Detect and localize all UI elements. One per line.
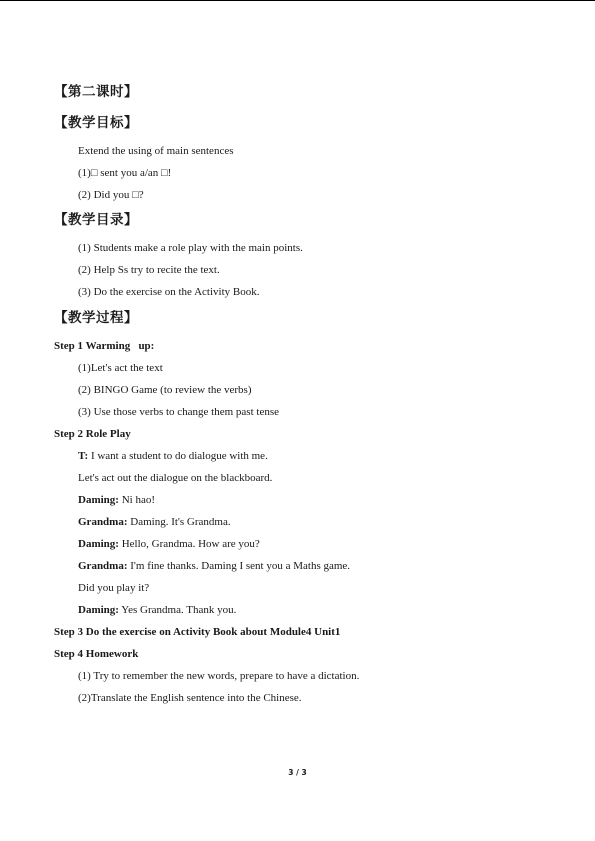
dialogue-line xyxy=(78,516,231,528)
dialogue-line xyxy=(78,494,155,506)
contents-heading: 【教学目录】 xyxy=(54,212,138,228)
dialogue-line xyxy=(78,560,350,572)
dialogue-line xyxy=(78,604,236,616)
dialogue-text: Hello, Grandma. How are you? xyxy=(118,538,260,550)
dialogue-line xyxy=(78,538,260,550)
objective-line-2: (1)□ sent you a/an □! xyxy=(78,167,172,179)
dialogue-text: Ni hao! xyxy=(118,494,155,506)
contents-line-1: (1) Students make a role play with the main points. xyxy=(78,242,303,254)
dialogue-text: Yes Grandma. Thank you. xyxy=(118,604,237,616)
contents-line-2: (2) Help Ss try to recite the text. xyxy=(78,264,220,276)
step3-title: Step 3 Do the exercise on Activity Book about Module4 Unit1 xyxy=(54,626,341,638)
dialogue-speaker: T: xyxy=(78,450,89,462)
dialogue-text: Did you play it? xyxy=(78,582,150,594)
period-title: 【第二课时】 xyxy=(54,84,138,100)
step1-title: Step 1 Warming up: xyxy=(54,340,155,352)
dialogue-speaker: Grandma: xyxy=(78,516,128,528)
process-heading: 【教学过程】 xyxy=(54,310,138,326)
dialogue-speaker: Daming: xyxy=(78,494,119,506)
step1-line-2: (2) BINGO Game (to review the verbs) xyxy=(78,384,252,396)
step2-title: Step 2 Role Play xyxy=(54,428,131,440)
step1-line-1: (1)Let's act the text xyxy=(78,362,163,374)
dialogue-line xyxy=(78,450,268,462)
step4-line-2: (2)Translate the English sentence into the Chinese. xyxy=(78,692,302,704)
top-border-line xyxy=(0,0,595,1)
step4-line-1: (1) Try to remember the new words, prepare to have a dictation. xyxy=(78,670,360,682)
objective-line-1: Extend the using of main sentences xyxy=(78,145,234,157)
dialogue-text: Let's act out the dialogue on the blackboard. xyxy=(78,472,273,484)
dialogue-text: Daming. It's Grandma. xyxy=(127,516,231,528)
dialogue-text: I want a student to do dialogue with me. xyxy=(88,450,268,462)
step1-line-3: (3) Use those verbs to change them past tense xyxy=(78,406,279,418)
dialogue-text: I'm fine thanks. Daming I sent you a Maths game. xyxy=(127,560,351,572)
objective-line-3: (2) Did you □? xyxy=(78,189,144,201)
dialogue-speaker: Daming: xyxy=(78,604,119,616)
dialogue-line xyxy=(78,472,272,484)
dialogue-speaker: Grandma: xyxy=(78,560,128,572)
dialogue-line xyxy=(78,582,149,594)
step4-title: Step 4 Homework xyxy=(54,648,139,660)
objectives-heading: 【教学目标】 xyxy=(54,115,138,131)
contents-line-3: (3) Do the exercise on the Activity Book. xyxy=(78,286,260,298)
dialogue-speaker: Daming: xyxy=(78,538,119,550)
page-number: 3 / 3 xyxy=(288,768,307,777)
